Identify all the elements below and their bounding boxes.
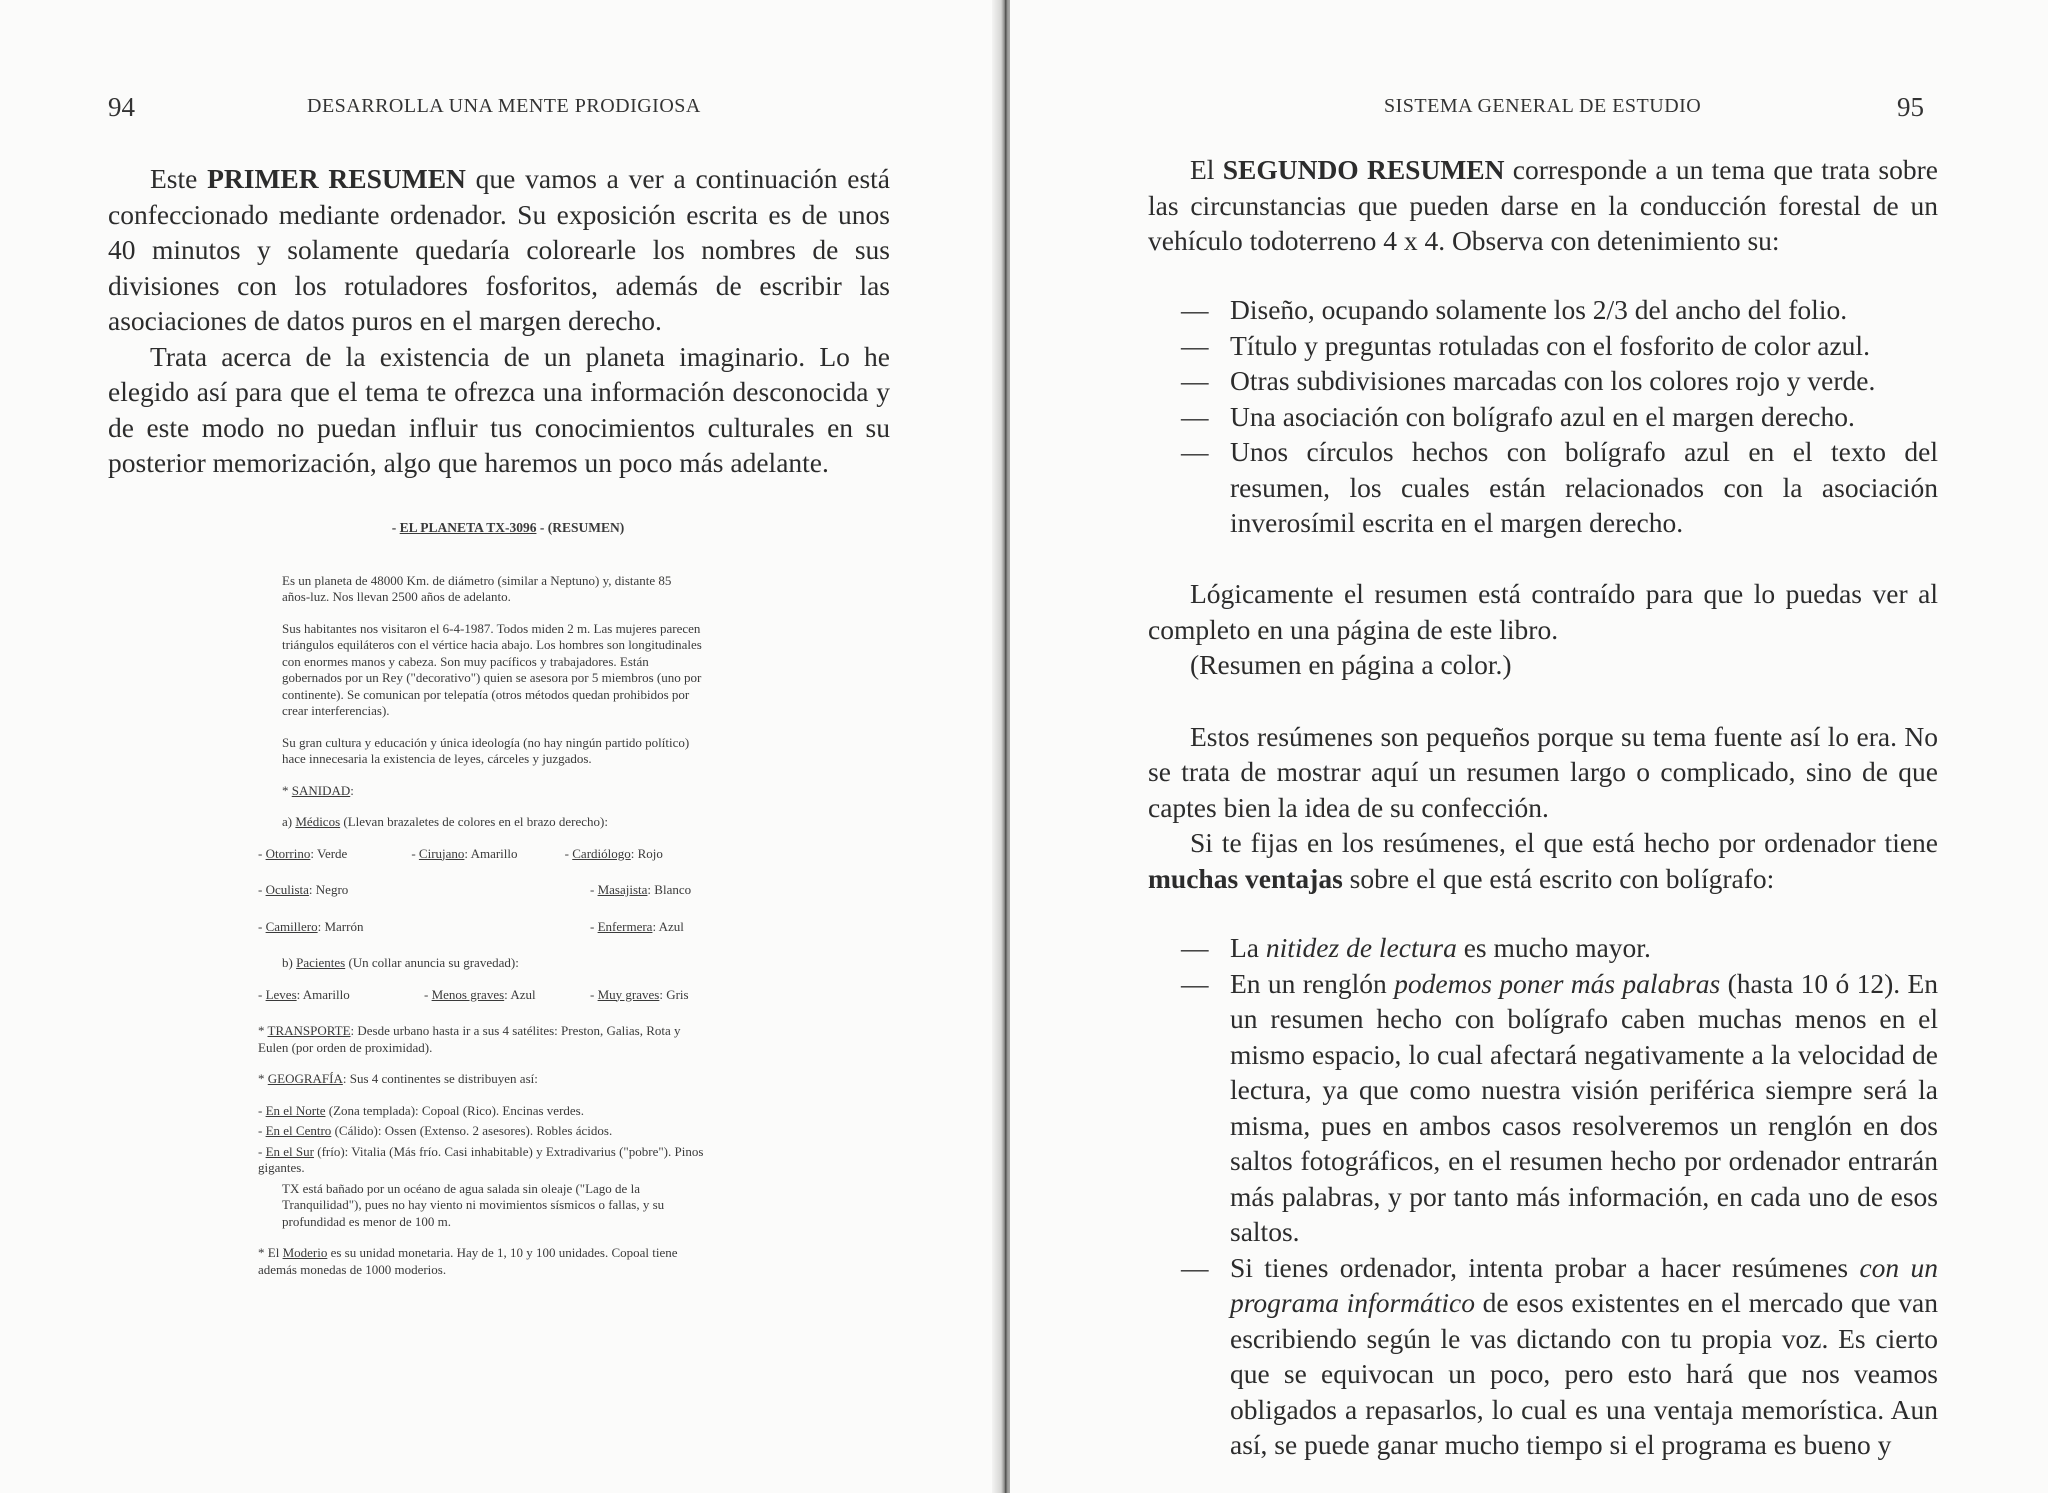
doctors-row-2 <box>258 882 718 899</box>
patient-muy-graves: - Muy graves: Gris <box>590 986 689 1002</box>
right-paragraph-2: Lógicamente el resumen está contraído para que lo puedas ver al completo en una página de este libro. <box>1148 578 1938 645</box>
summary-para-3: Su gran cultura y educación y única ideología (no hay ningún partido político) hace innecesaria la existencia de leyes, cárceles y juzgados. <box>282 734 690 766</box>
list-item: — Otras subdivisiones marcadas con los colores rojo y verde. <box>1181 365 1876 396</box>
summary-title: - EL PLANETA TX-3096 - (RESUMEN) <box>391 520 625 535</box>
left-paragraph-2: Trata acerca de la existencia de un planeta imaginario. Lo he elegido así para que el tema te ofrezca una información desconocida y de este modo no puedan influir tus conocimientos culturales en su posterior memorización, algo que haremos un poco más adelante. <box>108 340 890 478</box>
summary-medicos: a) Médicos (Llevan brazaletes de colores en el brazo derecho): <box>282 814 608 829</box>
right-page <box>1010 0 2048 1493</box>
patient-menos-graves: - Menos graves: Azul <box>424 986 536 1002</box>
summary-transporte: * TRANSPORTE: Desde urbano hasta ir a sus 4 satélites: Preston, Galias, Rota y Eulen (por orden de proximidad). <box>258 1023 681 1055</box>
left-body-text <box>108 161 890 481</box>
list-item: — Una asociación con bolígrafo azul en el margen derecho. <box>1181 400 1855 432</box>
list-item: — Diseño, ocupando solamente los 2/3 del ancho del folio. <box>1181 294 1848 325</box>
list-item: — Si tienes ordenador, intenta probar a hacer resúmenes con un programa informático de esos existentes en el mercado que van escribiendo según le vas dictando con tu propia voz. Es cierto que se equivocan un poco, pero esto hará que nos veamos obligados a repasarlos, lo cual es una ventaja memorística. Aun así, se puede ganar mucho tiempo si el programa es bueno y <box>1181 1251 1938 1460</box>
doctor-oculista: - Oculista: Negro <box>258 882 349 897</box>
advantages-list <box>1148 930 1938 1463</box>
list-item: — La nitidez de lectura es mucho mayor. <box>1181 932 1651 963</box>
design-features-list <box>1148 292 1938 541</box>
summary-para-1: Es un planeta de 48000 Km. de diámetro (similar a Neptuno) y, distante 85 años-luz. Nos llevan 2500 años de adelanto. <box>282 572 672 604</box>
patient-leves: - Leves: Amarillo <box>258 986 350 1002</box>
doctor-camillero: - Camillero: Marrón <box>258 918 364 934</box>
summary-sanidad: * SANIDAD: <box>282 782 354 798</box>
doctor-cardiologo: - Cardiólogo: Rojo <box>564 845 663 861</box>
doctors-row-3 <box>258 919 718 936</box>
right-running-head: SISTEMA GENERAL DE ESTUDIO <box>1384 95 1702 117</box>
doctor-cirujano: - Cirujano: Amarillo <box>411 845 518 861</box>
summary-moderio: * El Moderio es su unidad monetaria. Hay de 1, 10 y 100 unidades. Copoal tiene además monedas de 1000 moderios. <box>258 1245 678 1277</box>
geo-norte: - En el Norte (Zona templada): Copoal (Rico). Encinas verdes. <box>258 1102 584 1118</box>
left-page <box>0 0 1005 1493</box>
summary-oceano: TX está bañado por un océano de agua salada sin oleaje ("Lago de la Tranquilidad"), pues no hay viento ni movimientos sísmicos o fallas, y su profundidad es menor de 100 m. <box>282 1180 665 1229</box>
right-body-middle <box>1148 576 1938 896</box>
list-item: — Título y preguntas rotuladas con el fosforito de color azul. <box>1181 329 1870 361</box>
geo-centro: - En el Centro (Cálido): Ossen (Extenso. 2 asesores). Robles ácidos. <box>258 1123 613 1138</box>
summary-para-2: Sus habitantes nos visitaron el 6-4-1987. Todos miden 2 m. Las mujeres parecen triángulos equiláteros con el vértice hacia abajo. Los hombres son longitudinales con enormes manos y cabeza. Son muy pacíficos y trabajadores. Están gobernados por un Rey ("decorativo") quien se asesora por 5 miembros (uno por continente). Se comunican por telepatía (otros métodos quedan prohibidos por crear interferencias). <box>282 620 702 718</box>
left-running-head: DESARROLLA UNA MENTE PRODIGIOSA <box>307 95 701 117</box>
doctor-enfermera: - Enfermera: Azul <box>590 918 684 934</box>
right-paragraph-3: Estos resúmenes son pequeños porque su tema fuente así lo era. No se trata de mostrar aquí un resumen largo o complicado, sino de que captes bien la idea de su confección. <box>1148 720 1938 823</box>
right-page-number: 95 <box>1897 92 1924 122</box>
summary-geografia: * GEOGRAFÍA: Sus 4 continentes se distribuyen así: <box>258 1071 538 1086</box>
left-page-number: 94 <box>108 92 135 122</box>
doctor-masajista: - Masajista: Blanco <box>590 882 692 897</box>
right-paragraph-2b: (Resumen en página a color.) <box>1190 649 1512 680</box>
patients-row <box>258 987 718 1004</box>
left-paragraph-1: Este PRIMER RESUMEN que vamos a ver a continuación está confeccionado mediante ordenador. Su exposición escrita es de unos 40 minutos y solamente quedaría colorearle los nombres de sus divisiones con los rotuladores fosforitos, además de escribir las asociaciones de datos puros en el margen derecho. <box>108 163 891 336</box>
summary-pacientes: b) Pacientes (Un collar anuncia su gravedad): <box>282 955 519 970</box>
list-item: — En un renglón podemos poner más palabras (hasta 10 ó 12). En un resumen hecho con bolígrafo caben muchas menos en el mismo espacio, lo cual afectará negativamente a la velocidad de lectura, ya que como nuestra visión periférica siempre será la misma, pues en ambos casos resolveremos un renglón en dos saltos fotográficos, en el resumen hecho por ordenador entrarán más palabras, y por tanto más información, en cada uno de esos saltos. <box>1181 967 1939 1247</box>
doctor-otorrino: - Otorrino: Verde <box>258 845 348 861</box>
geo-sur: - En el Sur (frío): Vitalia (Más frío. Casi inhabitable) y Extradivarius ("pobre"). Pinos gigantes. <box>258 1143 704 1175</box>
right-paragraph-1: El SEGUNDO RESUMEN corresponde a un tema que trata sobre las circunstancias que pueden darse en la conducción forestal de un vehículo todoterreno 4 x 4. Observa con detenimiento su: <box>1148 154 1938 256</box>
doctors-row-1 <box>258 846 718 863</box>
list-item: — Unos círculos hechos con bolígrafo azul en el texto del resumen, los cuales están relacionados con la asociación inverosímil escrita en el margen derecho. <box>1181 436 1938 538</box>
planet-summary-inset <box>258 520 718 1293</box>
right-paragraph-4: Si te fijas en los resúmenes, el que está hecho por ordenador tiene muchas ventajas sobre el que está escrito con bolígrafo: <box>1148 827 1938 894</box>
